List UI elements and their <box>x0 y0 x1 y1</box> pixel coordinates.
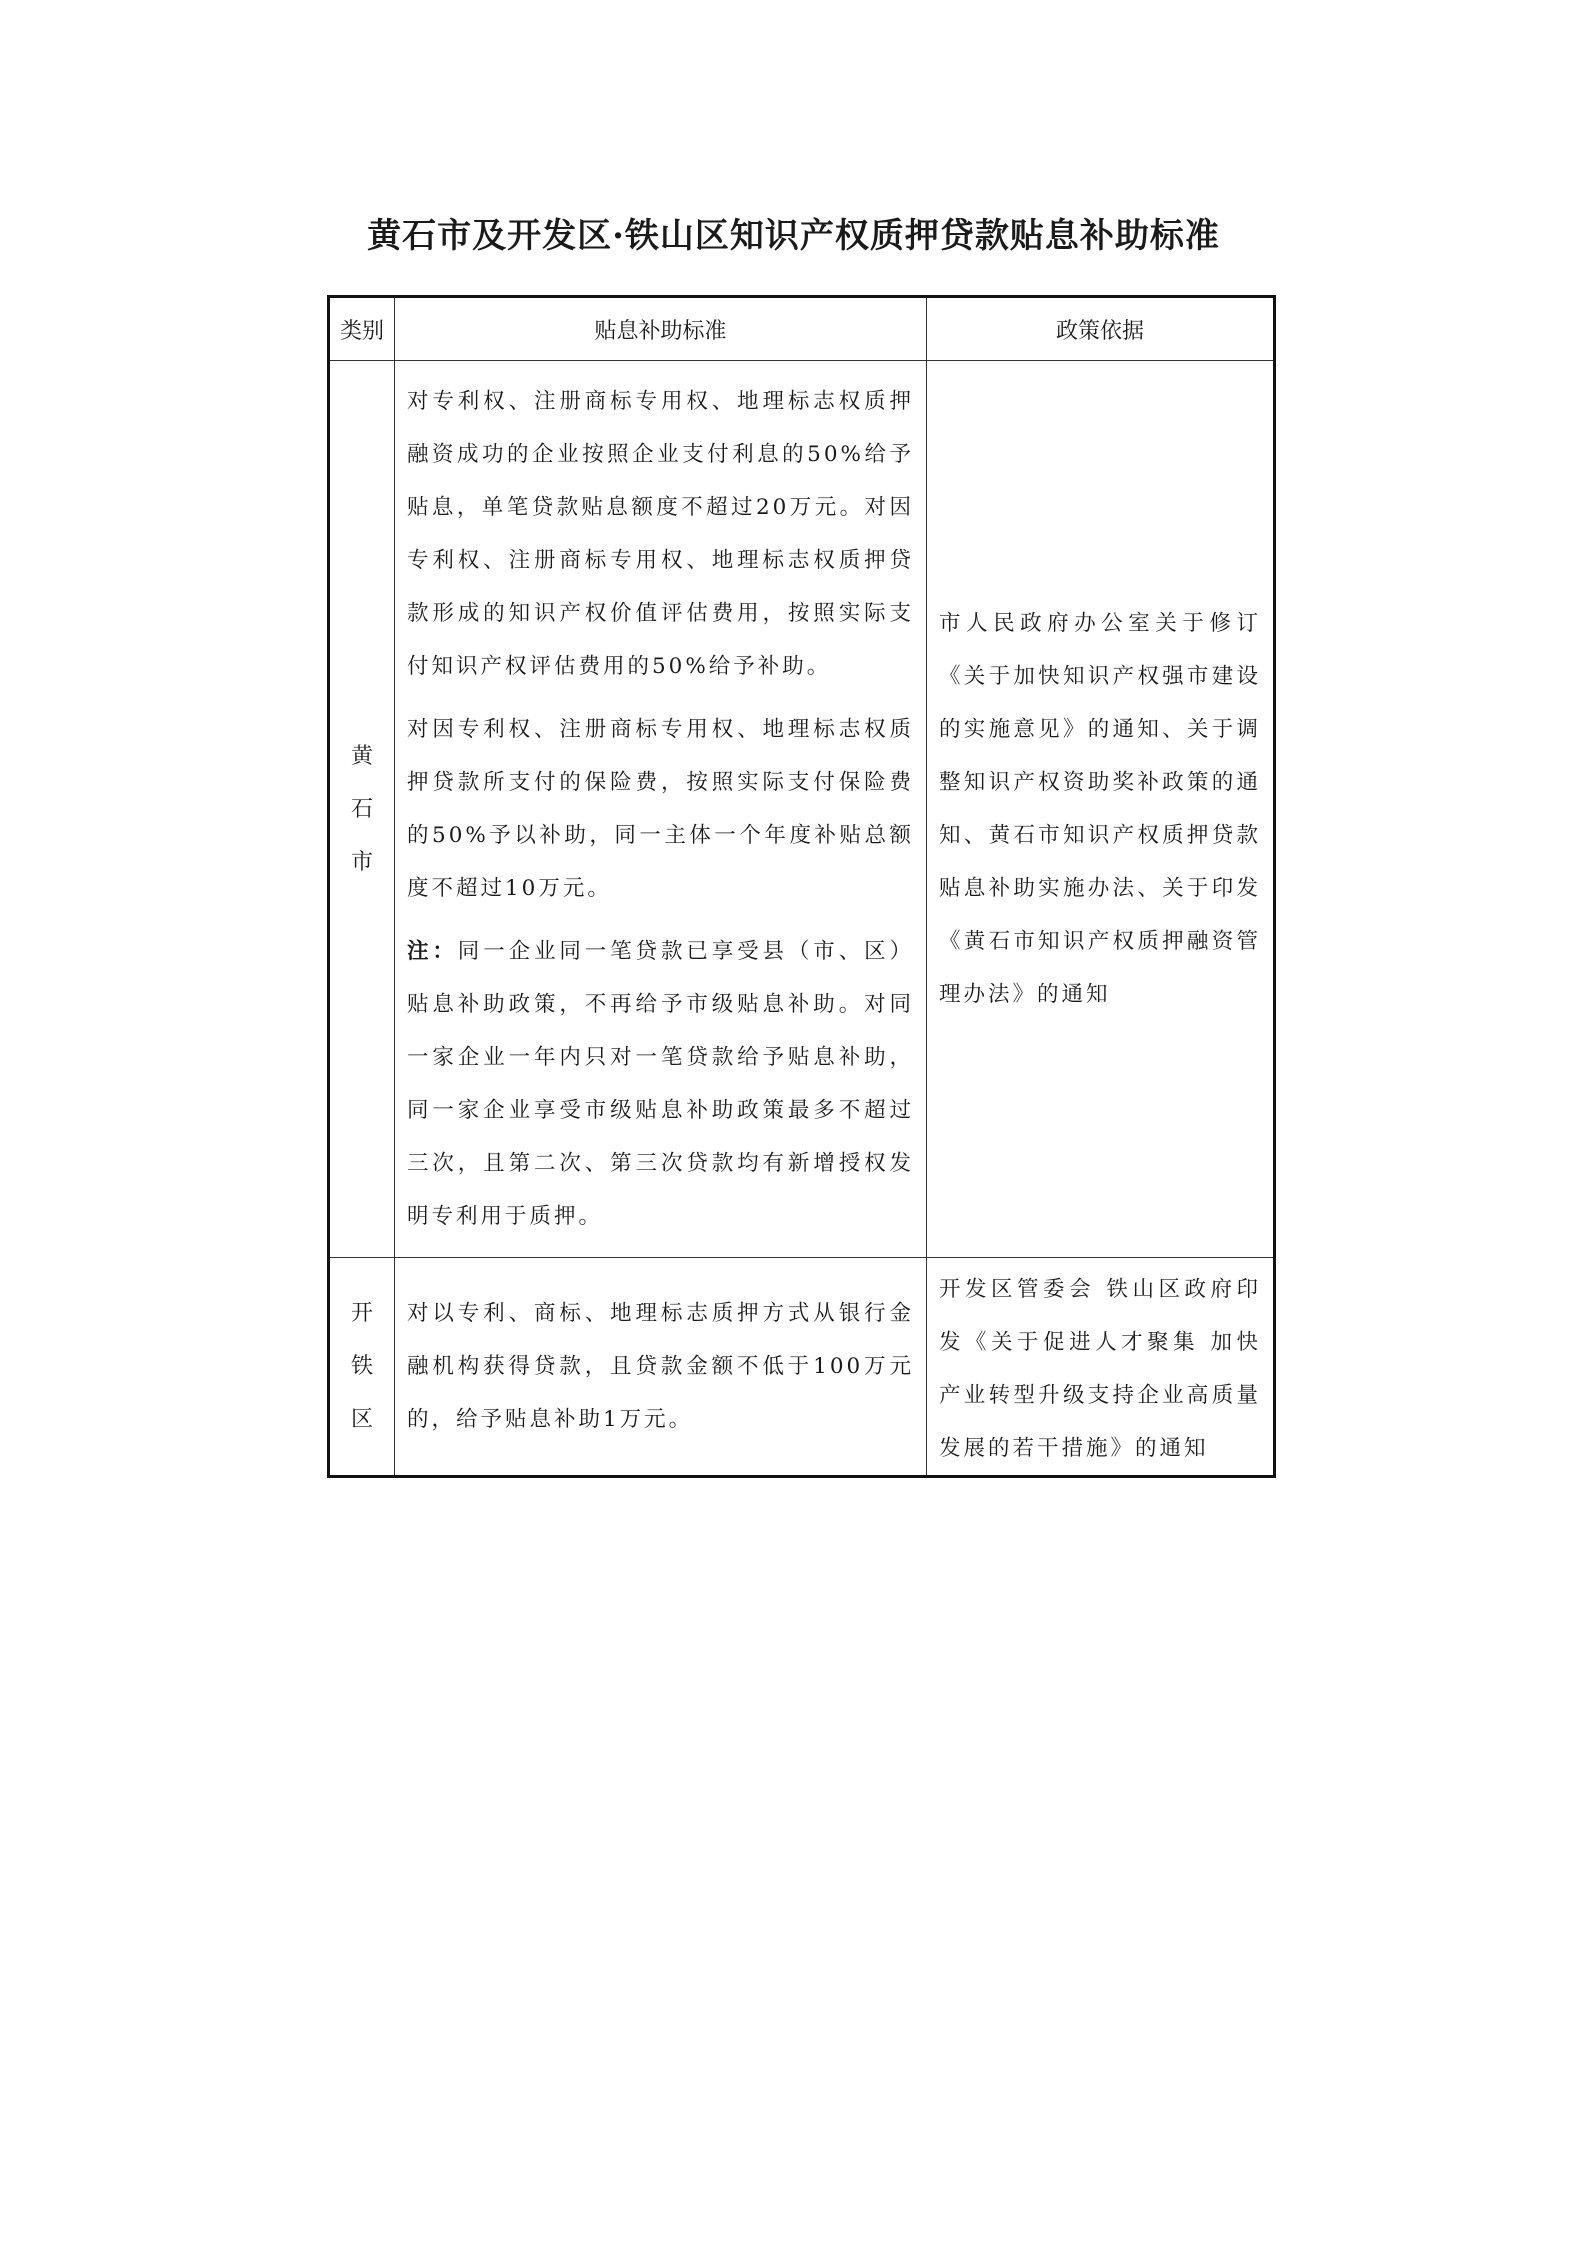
standard-note <box>407 925 914 1243</box>
category-char: 市 <box>350 849 373 875</box>
category-char: 区 <box>350 1407 373 1432</box>
category-cell-kaitie <box>329 1258 395 1477</box>
table-row <box>329 361 1275 1258</box>
header-category: 类别 <box>329 297 395 361</box>
note-label: 注： <box>407 939 458 964</box>
standard-paragraph: 对以专利、商标、地理标志质押方式从银行金融机构获得贷款，且贷款金额不低于100万元的，给予贴息补助1万元。 <box>407 1301 914 1432</box>
note-text: 同一企业同一笔贷款已享受县（市、区）贴息补助政策，不再给予市级贴息补助。对同一家企业一年内只对一笔贷款给予贴息补助，同一家企业享受市级贴息补助政策最多不超过三次，且第二次、第三次贷款均有新增授权发明专利用于质押。 <box>407 939 914 1229</box>
standard-paragraph: 对专利权、注册商标专用权、地理标志权质押融资成功的企业按照企业支付利息的50%给予贴息，单笔贷款贴息额度不超过20万元。对因专利权、注册商标专用权、地理标志权质押贷款形成的知识产权价值评估费用，按照实际支付知识产权评估费用的50%给予补助。 <box>407 389 914 679</box>
category-char: 黄 <box>350 743 373 769</box>
page-title: 黄石市及开发区·铁山区知识产权质押贷款贴息补助标准 <box>367 216 1220 256</box>
basis-cell-kaitie: 开发区管委会 铁山区政府印发《关于促进人才聚集 加快产业转型升级支持企业高质量发展的若干措施》的通知 <box>927 1258 1275 1477</box>
standard-cell-kaitie <box>395 1258 927 1477</box>
category-cell-huangshi <box>329 361 395 1258</box>
category-char: 石 <box>350 796 373 822</box>
table-row <box>329 1258 1275 1477</box>
subsidy-standard-table <box>327 295 1276 1478</box>
category-char: 铁 <box>350 1354 373 1379</box>
table-header-row <box>329 297 1275 361</box>
basis-cell-huangshi: 市人民政府办公室关于修订《关于加快知识产权强市建设的实施意见》的通知、关于调整知识产权资助奖补政策的通知、黄石市知识产权质押贷款贴息补助实施办法、关于印发《黄石市知识产权质押融资管理办法》的通知 <box>927 361 1275 1258</box>
standard-paragraph: 对因专利权、注册商标专用权、地理标志权质押贷款所支付的保险费，按照实际支付保险费的50%予以补助，同一主体一个年度补贴总额度不超过10万元。 <box>407 717 914 901</box>
category-char: 开 <box>350 1301 373 1326</box>
header-basis: 政策依据 <box>927 297 1275 361</box>
header-standard: 贴息补助标准 <box>395 297 927 361</box>
standard-cell-huangshi <box>395 361 927 1258</box>
